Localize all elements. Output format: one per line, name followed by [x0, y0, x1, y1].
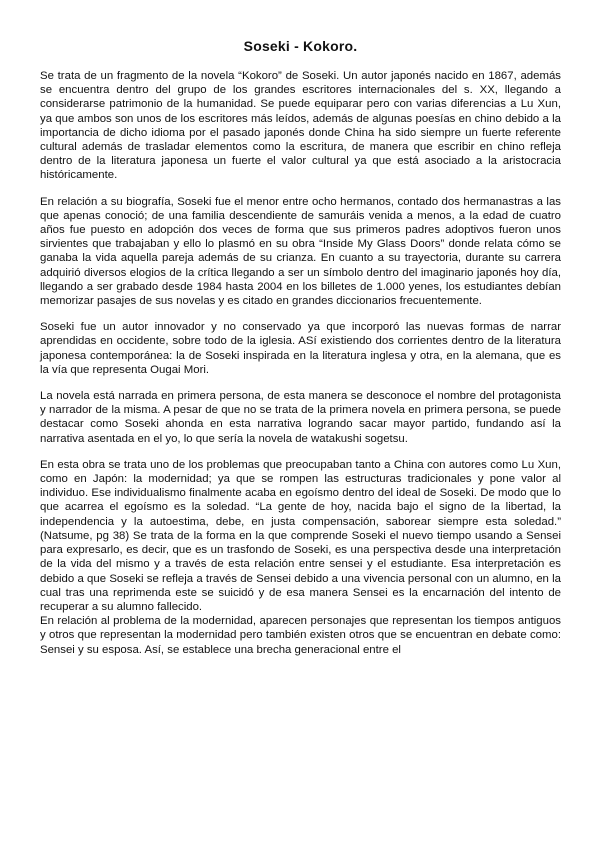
paragraph-intro: Se trata de un fragmento de la novela “Kokoro” de Soseki. Un autor japonés nacido en 1867, además se encuentra dentro del grupo de los grandes escritores internacionales del s. XX, llegando a considerarse patrimonio de la humanidad. Se puede equiparar pero con varias diferencias a Lu Xun, ya que ambos son unos de los escritores más leídos, además de algunas poesías en chino debido a la importancia de dicho idioma por el pasado japonés donde China ha sido siempre un fuerte referente cultural además de trasladar elementos como la escritura, de manera que escribir en chino refleja dentro de la literatura japonesa un fuerte el valor cultural ya que está asociado a la aristocracia históricamente. — [40, 70, 561, 182]
document-title: Soseki - Kokoro. — [243, 38, 358, 54]
document-page — [40, 38, 561, 657]
paragraph-biography: En relación a su biografía, Soseki fue el menor entre ocho hermanos, contado dos hermanastras a las que apenas conoció; de una familia descendiente de samuráis venida a menos, a la edad de cuatro años fue puesto en adopción dos veces de forma que sus primeros padres adoptivos fueron unos sirvientes que trabajaban y ello lo plasmó en su obra “Inside My Glass Doors” donde relata cómo se ganaba la vida aquella pareja además de su crianza. En cuanto a su trayectoria, durante su carrera adquirió diversos elogios de la crítica llegando a ser un símbolo dentro del imaginario japonés hoy día, llegando a ser grabado desde 1984 hasta 2004 en los billetes de 1.000 yenes, los estudiantes debían memorizar pasajes de sus novelas y es citado en grandes diccionarios frecuentemente. — [40, 195, 561, 308]
paragraph-modernity-problem: En relación al problema de la modernidad, aparecen personajes que representan los tiempos antiguos y otros que representan la modernidad pero también existen otros que se encuentran en debate como: Sensei y su esposa. Así, se establece una brecha generacional entre el — [40, 615, 561, 656]
paragraph-innovation: Soseki fue un autor innovador y no conservado ya que incorporó las nuevas formas de narrar aprendidas en occidente, sobre todo de la iglesia. ASí existiendo dos corrientes dentro de la literatura japonesa contemporánea: la de Soseki inspirada en la literatura inglesa y otra, en la alemana, que es la vía que representa Ougai Mori. — [40, 321, 561, 376]
paragraph-modernity: En esta obra se trata uno de los problemas que preocupaban tanto a China con autores como Lu Xun, como en Japón: la modernidad; ya que se rompen las estructuras tradicionales y pone valor al individuo. Ese individualismo finalmente acaba en egoísmo dentro del ideal de Soseki. De modo que lo que acarrea el egoísmo es la soledad. “La gente de hoy, nacida bajo el signo de la libertad, la independencia y la autoestima, debe, en justa compensación, saborear siempre esta soledad.” (Natsume, pg 38) Se trata de la forma en la que comprende Soseki el nuevo tiempo usando a Sensei para expresarlo, es decir, que es un trasfondo de Soseki, es una perspectiva desde una interpretación de la vida del mismo y a través de esta relación entre sensei y el estudiante. Esa interpretación es debido a que Soseki se refleja a través de Sensei debido a una vivencia personal con un alumno, en la cual tras una reprimenda este se suicidó y de esa manera Sensei es la encarnación del intento de recuperar a su alumno fallecido. — [40, 458, 561, 613]
paragraph-narration: La novela está narrada en primera persona, de esta manera se desconoce el nombre del protagonista y narrador de la misma. A pesar de que no se trata de la primera novela en primera persona, se puede destacar como Soseki ahonda en esta narrativa logrando sacar mayor partido, fundando así la narrativa asentada en el yo, lo que sería la novela de watakushi sogetsu. — [40, 390, 561, 445]
